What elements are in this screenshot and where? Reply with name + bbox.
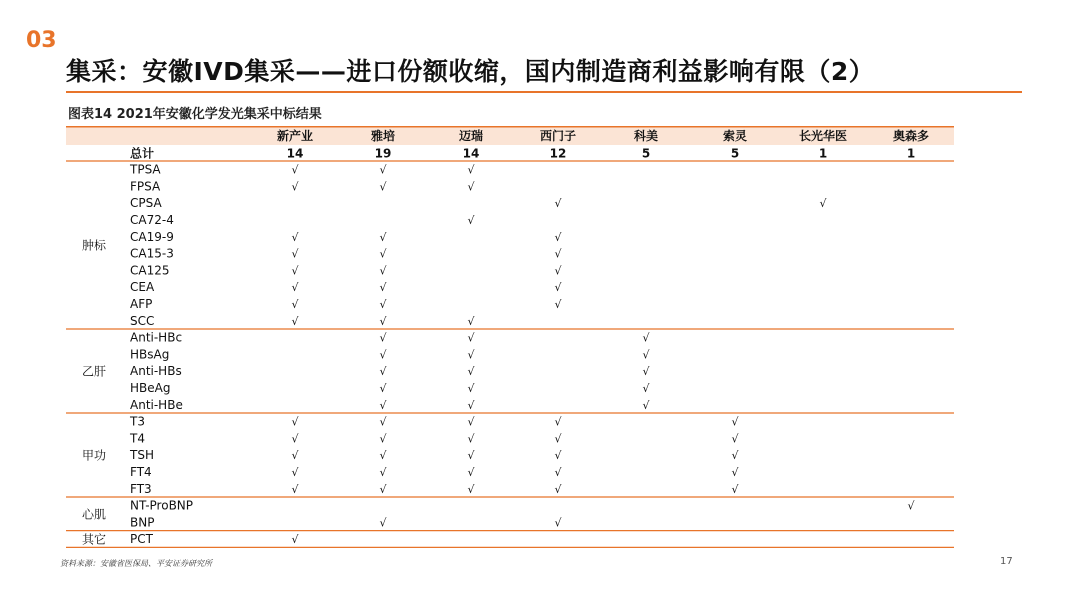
check-mark: √ [379, 415, 387, 429]
total-value: 1 [906, 146, 916, 161]
total-value: 19 [374, 146, 392, 161]
check-mark: √ [379, 281, 387, 295]
group-label: 乙肝 [81, 364, 107, 379]
page-number: 17 [1000, 556, 1013, 567]
source-note: 资料来源：安徽省医保局、平安证券研究所 [60, 559, 212, 568]
total-value: 5 [641, 146, 651, 161]
item-label: Anti-HBc [130, 330, 183, 345]
check-mark: √ [642, 348, 650, 362]
check-mark: √ [554, 482, 562, 496]
check-mark: √ [291, 230, 299, 244]
company-header: 新产业 [276, 129, 314, 143]
item-label: CA19-9 [130, 229, 174, 244]
item-label: AFP [130, 297, 153, 311]
check-mark: √ [291, 314, 299, 328]
check-mark: √ [379, 398, 387, 412]
check-mark: √ [554, 516, 562, 530]
company-header: 索灵 [722, 129, 748, 143]
check-mark: √ [379, 163, 387, 177]
check-mark: √ [642, 382, 650, 395]
group-label: 肿标 [81, 238, 107, 253]
check-mark: √ [467, 466, 475, 479]
total-value: 12 [549, 146, 567, 161]
title-divider [66, 91, 1022, 93]
item-label: CPSA [130, 196, 162, 211]
item-label: FT4 [130, 465, 152, 479]
item-label: CA72-4 [130, 213, 174, 227]
total-value: 14 [462, 146, 480, 161]
check-mark: √ [554, 281, 562, 295]
check-mark: √ [731, 432, 739, 446]
check-mark: √ [379, 298, 387, 311]
check-mark: √ [554, 247, 562, 261]
check-mark: √ [467, 382, 475, 395]
check-mark: √ [291, 264, 299, 278]
check-mark: √ [291, 482, 299, 496]
check-mark: √ [731, 415, 739, 429]
group-label: 甲功 [81, 448, 107, 463]
check-mark: √ [467, 180, 475, 194]
item-label: CA15-3 [130, 246, 174, 261]
bid-results-table-grid [66, 126, 954, 548]
company-header: 科美 [633, 129, 659, 143]
item-label: TPSA [130, 162, 161, 177]
item-label: HBeAg [130, 381, 171, 395]
check-mark: √ [379, 449, 387, 463]
check-mark: √ [291, 466, 299, 479]
check-mark: √ [467, 432, 475, 446]
group-label: 其它 [81, 532, 107, 547]
total-value: 1 [818, 146, 828, 161]
check-mark: √ [642, 331, 650, 345]
check-mark: √ [379, 516, 387, 530]
check-mark: √ [291, 298, 299, 311]
check-mark: √ [554, 264, 562, 278]
item-label: BNP [130, 515, 155, 530]
check-mark: √ [291, 180, 299, 194]
check-mark: √ [554, 230, 562, 244]
item-label: NT-ProBNP [130, 498, 194, 513]
check-mark: √ [731, 482, 739, 496]
item-label: SCC [130, 313, 155, 328]
item-label: CEA [130, 280, 155, 295]
check-mark: √ [291, 533, 299, 547]
check-mark: √ [467, 482, 475, 496]
check-mark: √ [467, 415, 475, 429]
check-mark: √ [379, 382, 387, 395]
check-mark: √ [379, 230, 387, 244]
item-label: TSH [130, 448, 154, 463]
check-mark: √ [467, 365, 475, 379]
check-mark: √ [379, 466, 387, 479]
check-mark: √ [554, 432, 562, 446]
check-mark: √ [731, 449, 739, 463]
company-header: 西门子 [539, 129, 577, 143]
check-mark: √ [379, 180, 387, 194]
check-mark: √ [379, 348, 387, 362]
item-label: PCT [130, 532, 153, 547]
check-mark: √ [642, 398, 650, 412]
item-label: CA125 [130, 263, 170, 278]
check-mark: √ [291, 281, 299, 295]
check-mark: √ [554, 449, 562, 463]
check-mark: √ [379, 365, 387, 379]
item-label: FT3 [130, 481, 152, 496]
item-label: Anti-HBe [130, 397, 183, 412]
check-mark: √ [379, 314, 387, 328]
check-mark: √ [467, 331, 475, 345]
check-mark: √ [379, 247, 387, 261]
check-mark: √ [467, 449, 475, 463]
total-label: 总计 [130, 146, 155, 161]
check-mark: √ [731, 466, 739, 479]
check-mark: √ [467, 398, 475, 412]
group-label: 心肌 [81, 507, 107, 522]
check-mark: √ [467, 214, 475, 227]
check-mark: √ [819, 197, 827, 211]
total-value: 14 [286, 146, 304, 161]
page-title: 集采：安徽IVD集采——进口份额收缩，国内制造商利益影响有限（2） [66, 57, 875, 86]
check-mark: √ [554, 466, 562, 479]
check-mark: √ [379, 264, 387, 278]
company-header: 长光华医 [798, 129, 848, 143]
item-label: Anti-HBs [130, 364, 182, 379]
check-mark: √ [379, 331, 387, 345]
total-value: 5 [730, 146, 740, 161]
check-mark: √ [379, 482, 387, 496]
check-mark: √ [291, 247, 299, 261]
check-mark: √ [291, 449, 299, 463]
section-number: 03 [26, 28, 57, 53]
item-label: FPSA [130, 179, 161, 194]
company-header: 迈瑞 [458, 129, 484, 143]
check-mark: √ [291, 415, 299, 429]
item-label: HBsAg [130, 347, 170, 362]
check-mark: √ [467, 314, 475, 328]
check-mark: √ [467, 163, 475, 177]
table-caption: 图表14 2021年安徽化学发光集采中标结果 [68, 107, 322, 122]
check-mark: √ [642, 365, 650, 379]
check-mark: √ [907, 499, 915, 513]
check-mark: √ [554, 197, 562, 211]
bid-results-table [66, 126, 954, 548]
company-header: 奥森多 [892, 129, 930, 143]
company-header: 雅培 [370, 129, 396, 143]
check-mark: √ [554, 415, 562, 429]
check-mark: √ [291, 432, 299, 446]
check-mark: √ [467, 348, 475, 362]
item-label: T4 [130, 431, 145, 446]
check-mark: √ [554, 298, 562, 311]
check-mark: √ [379, 432, 387, 446]
item-label: T3 [130, 414, 145, 429]
check-mark: √ [291, 163, 299, 177]
